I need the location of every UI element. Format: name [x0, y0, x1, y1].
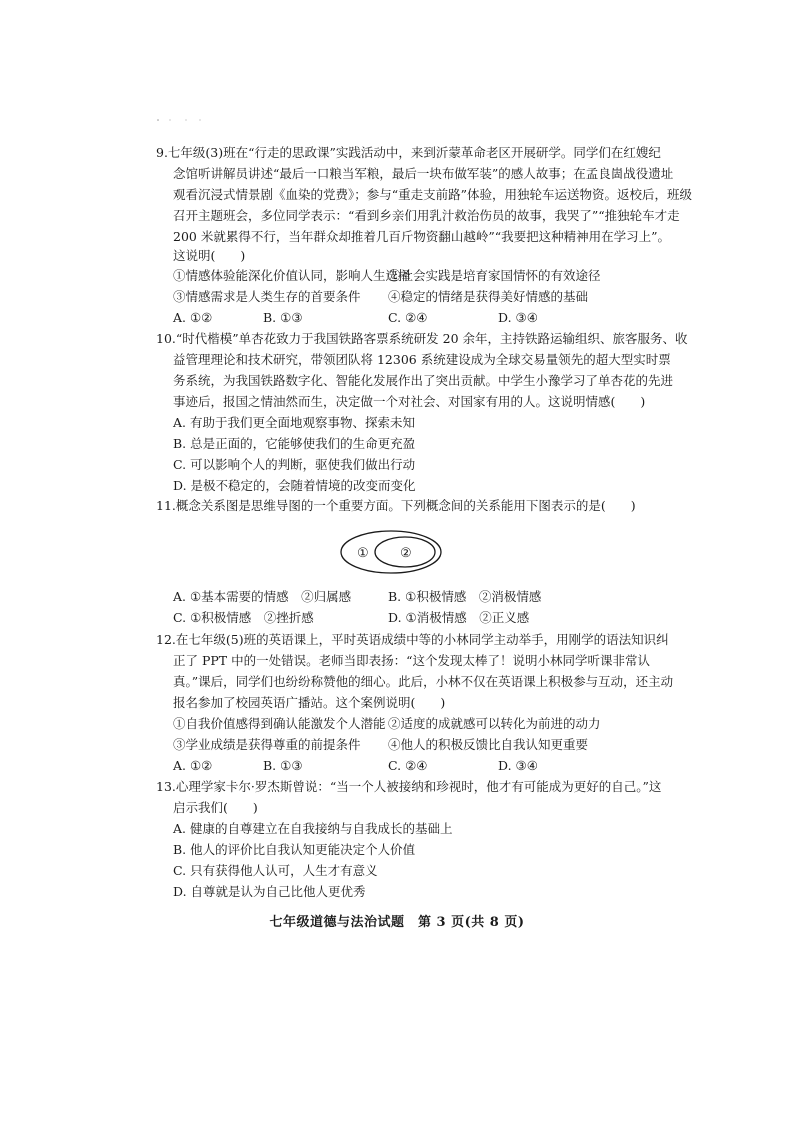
- q10-option-b: B. 总是正面的，它能够使我们的生命更充盈: [173, 436, 416, 451]
- scan-specks: [156, 118, 216, 122]
- q9-choice-d: D. ③④: [498, 310, 538, 325]
- q12-choice-d: D. ③④: [498, 758, 538, 773]
- q12-stem-line-2: 正了 PPT 中的一处错误。老师当即表扬：“这个发现太棒了！说明小林同学听课非常认: [173, 653, 650, 668]
- q11-option-a: A. ①基本需要的情感 ②归属感: [173, 589, 352, 604]
- q9-stem-line-4: 召开主题班会，多位同学表示：“看到乡亲们用乳汁救治伤员的故事，我哭了”“推独轮车才走: [173, 208, 680, 223]
- q9-stem-line-5: 200 米就累得不行，当年群众却推着几百斤物资翻山越岭”“我要把这种精神用在学习上”。: [173, 229, 671, 244]
- q10-option-c: C. 可以影响个人的判断，驱使我们做出行动: [173, 457, 416, 472]
- q9-stem-line-1: 9.七年级(3)班在“行走的思政课”实践活动中，来到沂蒙革命老区开展研学。同学们在红嫂纪: [156, 145, 661, 160]
- q9-choice-c: C. ②④: [388, 310, 428, 325]
- q9-item-2: ②社会实践是培育家国情怀的有效途径: [388, 268, 601, 283]
- q13-stem-line-1: 13.心理学家卡尔·罗杰斯曾说：“当一个人被接纳和珍视时，他才有可能成为更好的自己。”这: [156, 779, 662, 794]
- q9-choice-b: B. ①③: [263, 310, 303, 325]
- q13-option-a: A. 健康的自尊建立在自我接纳与自我成长的基础上: [173, 821, 453, 836]
- q13-option-d: D. 自尊就是认为自己比他人更优秀: [173, 884, 366, 899]
- q12-choice-b: B. ①③: [263, 758, 303, 773]
- q10-option-a: A. 有助于我们更全面地观察事物、探索未知: [173, 415, 415, 430]
- q10-stem-line-3: 务系统，为我国铁路数字化、智能化发展作出了突出贡献。中学生小豫学习了单杏花的先进: [173, 373, 674, 388]
- q12-stem-line-4: 报名参加了校园英语广播站。这个案例说明( ): [173, 695, 446, 710]
- q12-stem-line-1: 12.在七年级(5)班的英语课上，平时英语成绩中等的小林同学主动举手，用刚学的语法知识纠: [156, 632, 669, 647]
- q13-option-c: C. 只有获得他人认可，人生才有意义: [173, 863, 378, 878]
- outer-label: ①: [357, 546, 369, 561]
- q11-stem: 11.概念关系图是思维导图的一个重要方面。下列概念间的关系能用下图表示的是( ): [156, 498, 636, 513]
- q12-choice-a: A. ①②: [173, 758, 213, 773]
- q12-item-3: ③学业成绩是获得尊重的前提条件: [173, 737, 361, 752]
- q13-stem-line-2: 启示我们( ): [173, 800, 258, 815]
- q9-stem-line-6: 这说明( ): [173, 248, 246, 263]
- q10-stem-line-2: 益管理理论和技术研究，带领团队将 12306 系统建设成为全球交易量领先的超大型实时票: [173, 352, 671, 367]
- q12-item-4: ④他人的积极反馈比自我认知更重要: [388, 737, 589, 752]
- q11-option-c: C. ①积极情感 ②挫折感: [173, 610, 314, 625]
- q12-stem-line-3: 真。”课后，同学们也纷纷称赞他的细心。此后，小林不仅在英语课上积极参与互动，还主动: [173, 674, 674, 689]
- q12-item-1: ①自我价值感得到确认能激发个人潜能: [173, 716, 386, 731]
- q12-item-2: ②适度的成就感可以转化为前进的动力: [388, 716, 601, 731]
- q11-option-b: B. ①积极情感 ②消极情感: [388, 589, 542, 604]
- q10-stem-line-4: 事迹后，报国之情油然而生，决定做一个对社会、对国家有用的人。这说明情感( ): [173, 394, 646, 409]
- concept-relation-diagram: [339, 529, 443, 575]
- q9-choice-a: A. ①②: [173, 310, 213, 325]
- q9-item-1: ①情感体验能深化价值认同，影响人生选择: [173, 268, 411, 283]
- q12-choice-c: C. ②④: [388, 758, 428, 773]
- q9-stem-line-2: 念馆听讲解员讲述“最后一口粮当军粮，最后一块布做军装”的感人故事；在孟良崮战役遗址: [173, 166, 674, 181]
- inner-label: ②: [400, 546, 412, 561]
- q10-stem-line-1: 10.“时代楷模”单杏花致力于我国铁路客票系统研发 20 余年，主持铁路运输组织、旅客服务、收: [156, 331, 688, 346]
- q11-option-d: D. ①消极情感 ②正义感: [388, 610, 530, 625]
- q9-item-4: ④稳定的情绪是获得美好情感的基础: [388, 289, 589, 304]
- q9-stem-line-3: 观看沉浸式情景剧《血染的党费》；参与“重走支前路”体验，用独轮车运送物资。返校后，班级: [173, 187, 693, 202]
- q10-option-d: D. 是极不稳定的，会随着情境的改变而变化: [173, 478, 416, 493]
- q9-item-3: ③情感需求是人类生存的首要条件: [173, 289, 361, 304]
- q13-option-b: B. 他人的评价比自我认知更能决定个人价值: [173, 842, 416, 857]
- page-footer: 七年级道德与法治试题 第 3 页(共 8 页): [269, 915, 525, 930]
- outer-ellipse: [341, 531, 441, 573]
